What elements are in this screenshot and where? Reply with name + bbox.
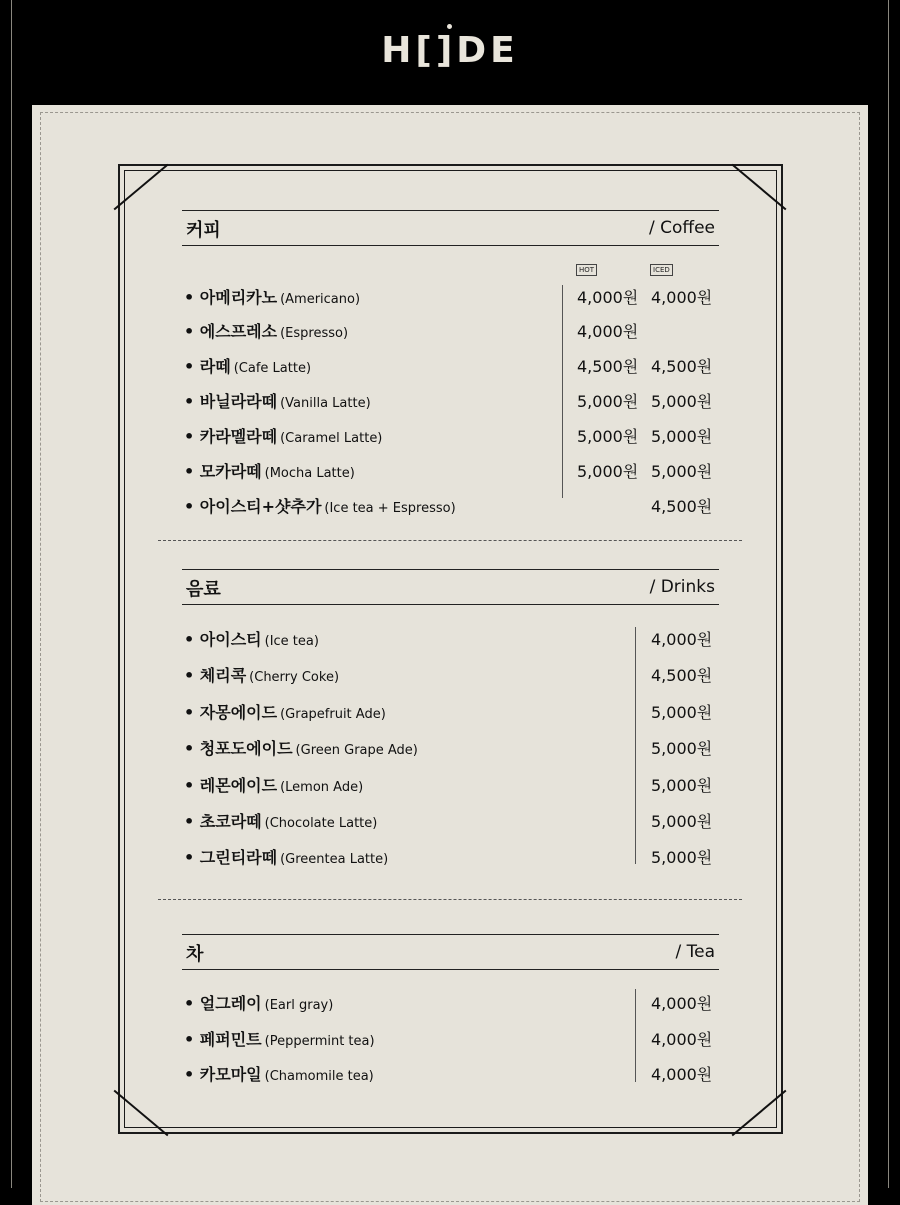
item-name-en: (Espresso) <box>280 326 349 341</box>
item-name-en: (Lemon Ade) <box>280 780 364 795</box>
item-name-en: (Cherry Coke) <box>249 670 340 685</box>
item-name-ko: • 체리콕 <box>184 666 247 685</box>
header <box>0 0 900 100</box>
section-title-ko: 커피 <box>186 220 221 241</box>
item-name-ko: • 페퍼민트 <box>184 1030 262 1049</box>
price-iced: 5,000원 <box>651 427 713 446</box>
iced-badge: ICED <box>650 264 673 276</box>
left-edge-line <box>11 0 12 1188</box>
price-iced: 5,000원 <box>651 462 713 481</box>
price: 4,000원 <box>651 630 713 649</box>
item-name-ko: • 청포도에이드 <box>184 739 293 758</box>
price-hot: 5,000원 <box>577 462 639 481</box>
item-name-en: (Peppermint tea) <box>264 1034 375 1049</box>
item-name-ko: • 자몽에이드 <box>184 703 278 722</box>
price: 4,000원 <box>651 994 713 1013</box>
item-name-ko: • 초코라떼 <box>184 812 262 831</box>
section-title-en: / Tea <box>675 942 715 962</box>
price: 4,500원 <box>651 666 713 685</box>
menu-item <box>182 1023 719 1053</box>
section-tea <box>182 934 719 1094</box>
price-iced: 4,500원 <box>651 497 713 516</box>
menu-item <box>182 805 719 835</box>
price: 4,000원 <box>651 1030 713 1049</box>
price-hot: 4,500원 <box>577 357 639 376</box>
item-name-en: (Ice tea + Espresso) <box>324 501 456 516</box>
menu-item <box>182 769 719 799</box>
menu-item <box>182 841 719 871</box>
menu-item <box>182 385 719 415</box>
menu-item <box>182 315 719 345</box>
section-header <box>182 569 719 605</box>
item-name-ko: • 에스프레소 <box>184 322 278 341</box>
section-title-ko: 차 <box>186 944 204 965</box>
price-iced: 5,000원 <box>651 392 713 411</box>
item-name-en: (Vanilla Latte) <box>280 396 371 411</box>
item-name-ko: • 카모마일 <box>184 1065 262 1084</box>
item-name-ko: • 모카라떼 <box>184 462 262 481</box>
item-name-en: (Chamomile tea) <box>264 1069 374 1084</box>
item-name-ko: • 얼그레이 <box>184 994 262 1013</box>
item-name-en: (Americano) <box>280 292 361 307</box>
item-name-en: (Cafe Latte) <box>233 361 312 376</box>
item-name-ko: • 바닐라라떼 <box>184 392 278 411</box>
item-name-en: (Caramel Latte) <box>280 431 383 446</box>
item-name-ko: • 그린티라떼 <box>184 848 278 867</box>
section-divider <box>158 899 742 900</box>
item-name-en: (Chocolate Latte) <box>264 816 378 831</box>
price-hot: 5,000원 <box>577 392 639 411</box>
section-divider <box>158 540 742 541</box>
item-name-ko: • 카라멜라떼 <box>184 427 278 446</box>
price: 5,000원 <box>651 812 713 831</box>
menu-item <box>182 623 719 653</box>
section-coffee <box>182 210 719 516</box>
price-iced: 4,500원 <box>651 357 713 376</box>
item-name-ko: • 아메리카노 <box>184 288 278 307</box>
menu-item <box>182 732 719 762</box>
item-name-ko: • 라떼 <box>184 357 231 376</box>
section-title-en: / Drinks <box>649 577 715 597</box>
item-name-en: (Green Grape Ade) <box>295 743 418 758</box>
item-name-ko: • 아이스티 <box>184 630 262 649</box>
item-name-ko: • 레몬에이드 <box>184 776 278 795</box>
section-header <box>182 934 719 970</box>
price: 4,000원 <box>651 1065 713 1084</box>
price-hot: 4,000원 <box>577 288 639 307</box>
menu-item <box>182 281 719 311</box>
section-header <box>182 210 719 246</box>
logo-dot-icon <box>447 24 452 29</box>
item-name-en: (Greentea Latte) <box>280 852 389 867</box>
hot-badge: HOT <box>576 264 597 276</box>
price-hot: 4,000원 <box>577 322 639 341</box>
right-edge-line <box>888 0 889 1188</box>
price: 5,000원 <box>651 848 713 867</box>
price: 5,000원 <box>651 776 713 795</box>
menu-item <box>182 987 719 1017</box>
price: 5,000원 <box>651 703 713 722</box>
price: 5,000원 <box>651 739 713 758</box>
menu-item <box>182 490 719 520</box>
logo <box>381 30 519 71</box>
item-name-en: (Grapefruit Ade) <box>280 707 386 722</box>
menu-item <box>182 1058 719 1088</box>
logo-right: ]DE <box>435 29 519 71</box>
item-name-en: (Ice tea) <box>264 634 319 649</box>
item-name-en: (Earl gray) <box>264 998 334 1013</box>
item-name-ko: • 아이스티+샷추가 <box>184 497 322 516</box>
menu-item <box>182 420 719 450</box>
section-drinks <box>182 569 719 869</box>
section-title-en: / Coffee <box>648 218 715 238</box>
price-iced: 4,000원 <box>651 288 713 307</box>
section-title-ko: 음료 <box>186 579 221 600</box>
menu-item <box>182 350 719 380</box>
menu-item <box>182 455 719 485</box>
menu-item <box>182 659 719 689</box>
item-name-en: (Mocha Latte) <box>264 466 355 481</box>
price-hot: 5,000원 <box>577 427 639 446</box>
logo-left: H[ <box>381 29 436 71</box>
menu-item <box>182 696 719 726</box>
